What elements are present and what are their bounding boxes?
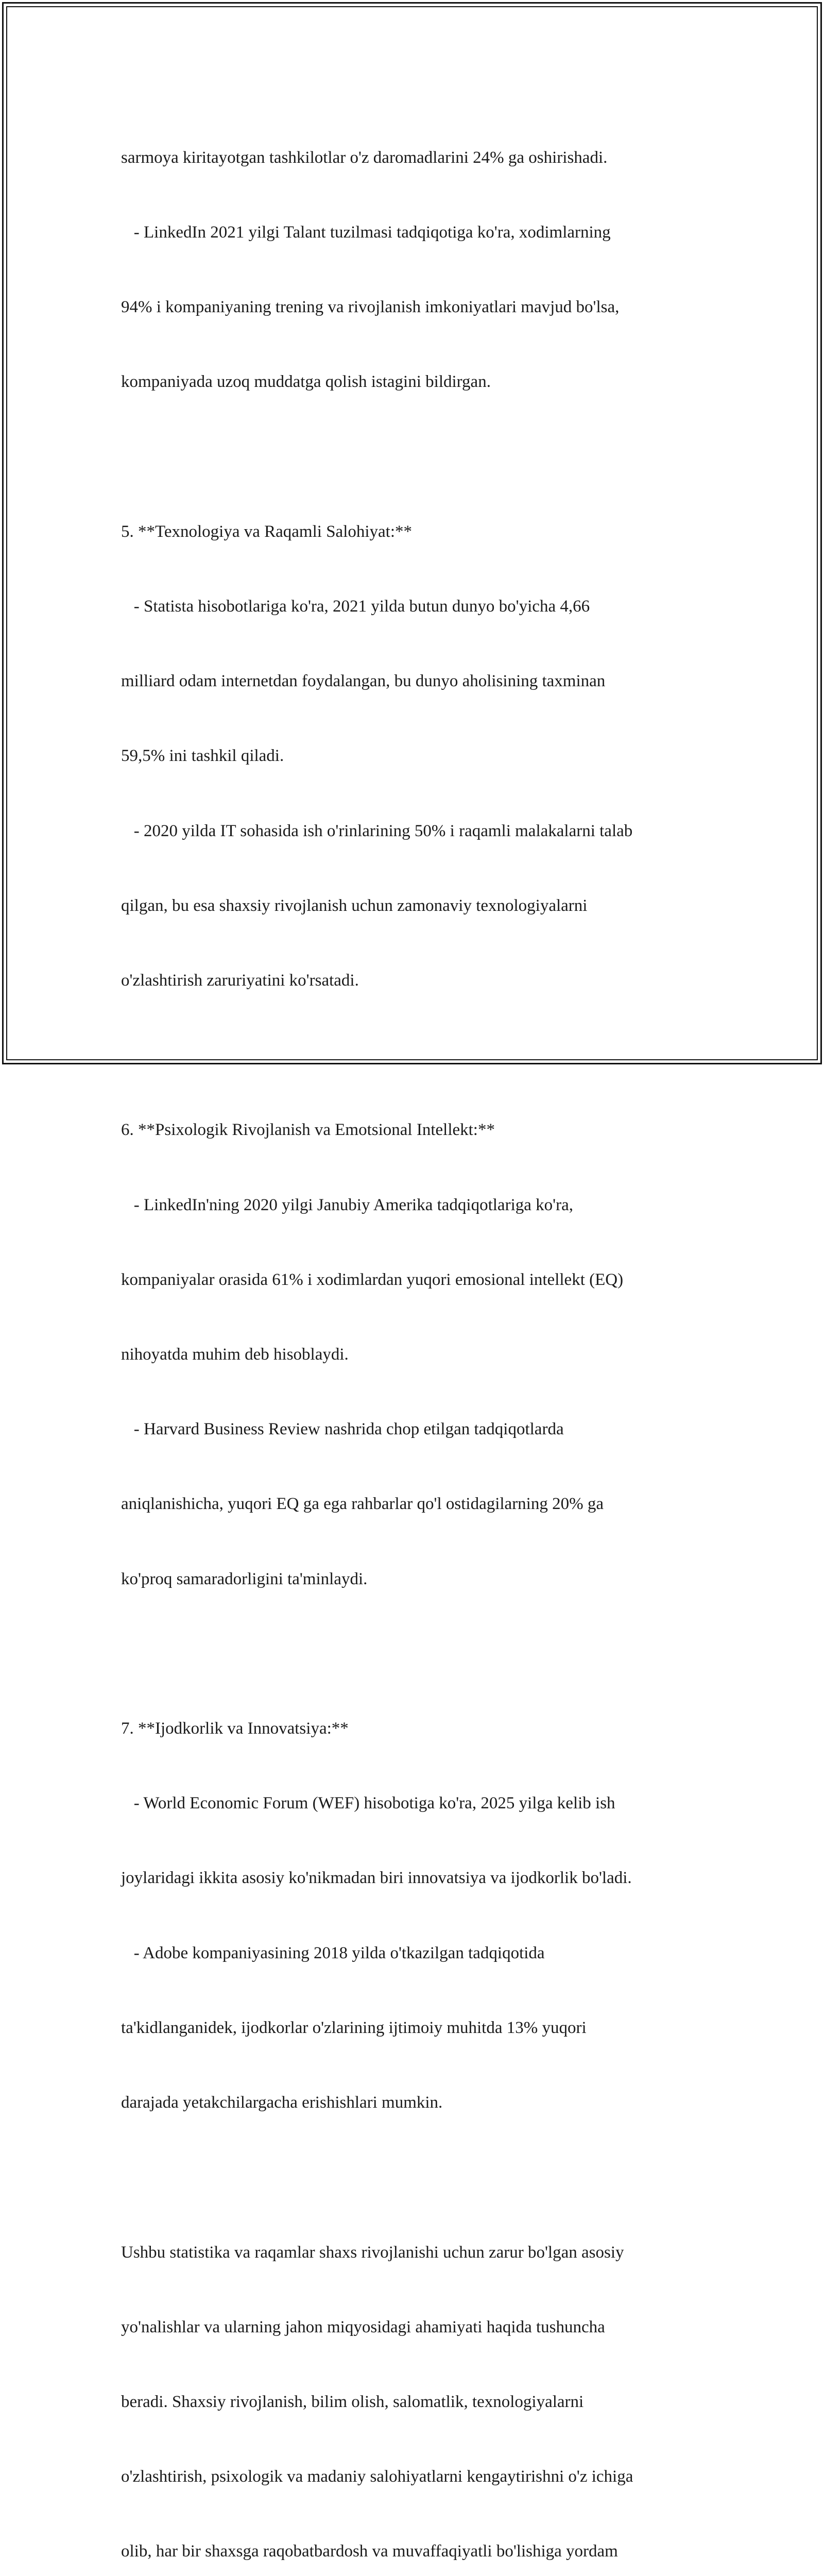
conclusion-line: olib, har bir shaxsga raqobatbardosh va muvaffaqiyatli bo'lishiga yordam <box>121 2542 618 2561</box>
blank-line <box>121 1641 718 1666</box>
text-line: sarmoya kiritayotgan tashkilotlar o'z daromadlarini 24% ga oshirishadi. <box>121 148 608 167</box>
conclusion-line: beradi. Shaxsiy rivojlanish, bilim olish, salomatlik, texnologiyalarni <box>121 2392 584 2411</box>
text-line: qilgan, bu esa shaxsiy rivojlanish uchun zamonaviy texnologiyalarni <box>121 896 588 915</box>
text-line: - LinkedIn 2021 yilgi Talant tuzilmasi tadqiqotiga ko'ra, xodimlarning <box>121 223 611 242</box>
conclusion-line: Ushbu statistika va raqamlar shaxs rivojlanishi uchun zarur bo'lgan asosiy <box>121 2243 624 2262</box>
document-body <box>121 95 718 2576</box>
section-heading: 7. **Ijodkorlik va Innovatsiya:** <box>121 1719 349 1738</box>
text-line: o'zlashtirish zaruriyatini ko'rsatadi. <box>121 971 359 990</box>
text-line: nihoyatda muhim deb hisoblaydi. <box>121 1345 349 1364</box>
text-line: ko'proq samaradorligini ta'minlaydi. <box>121 1569 368 1588</box>
text-line: - LinkedIn'ning 2020 yilgi Janubiy Amerika tadqiqotlariga ko'ra, <box>121 1195 573 1214</box>
blank-line <box>121 2165 718 2190</box>
text-line: 59,5% ini tashkil qiladi. <box>121 747 284 766</box>
section-heading: 6. **Psixologik Rivojlanish va Emotsional Intellekt:** <box>121 1121 495 1140</box>
text-line: - World Economic Forum (WEF) hisobotiga ko'ra, 2025 yilga kelib ish <box>121 1794 615 1813</box>
section-heading: 5. **Texnologiya va Raqamli Salohiyat:** <box>121 522 413 541</box>
text-line: 94% i kompaniyaning trening va rivojlanish imkoniyatlari mavjud bo'lsa, <box>121 298 620 317</box>
text-line: milliard odam internetdan foydalangan, bu dunyo aholisining taxminan <box>121 672 606 691</box>
blank-line <box>121 445 718 469</box>
text-line: - Adobe kompaniyasining 2018 yilda o'tkazilgan tadqiqotida <box>121 1943 545 1962</box>
text-line: - 2020 yilda IT sohasida ish o'rinlarining 50% i raqamli malakalarni talab <box>121 821 633 840</box>
conclusion-line: yo'nalishlar va ularning jahon miqyosidagi ahamiyati haqida tushuncha <box>121 2317 605 2336</box>
text-line: joylaridagi ikkita asosiy ko'nikmadan biri innovatsiya va ijodkorlik bo'ladi. <box>121 1869 632 1888</box>
conclusion-line: o'zlashtirish, psixologik va madaniy salohiyatlarni kengaytirishni o'z ichiga <box>121 2467 633 2486</box>
text-line: aniqlanishicha, yuqori EQ ga ega rahbarlar qo'l ostidagilarning 20% ga <box>121 1495 604 1514</box>
text-line: ta'kidlanganidek, ijodkorlar o'zlarining ijtimoiy muhitda 13% yuqori <box>121 2018 587 2037</box>
text-line: - Statista hisobotlariga ko'ra, 2021 yilda butun dunyo bo'yicha 4,66 <box>121 597 590 616</box>
blank-line <box>121 1043 718 1067</box>
text-line: darajada yetakchilargacha erishishlari mumkin. <box>121 2093 443 2112</box>
text-line: kompaniyalar orasida 61% i xodimlardan yuqori emosional intellekt (EQ) <box>121 1270 624 1289</box>
text-line: - Harvard Business Review nashrida chop etilgan tadqiqotlarda <box>121 1420 564 1439</box>
text-line: kompaniyada uzoq muddatga qolish istagini bildirgan. <box>121 372 491 392</box>
